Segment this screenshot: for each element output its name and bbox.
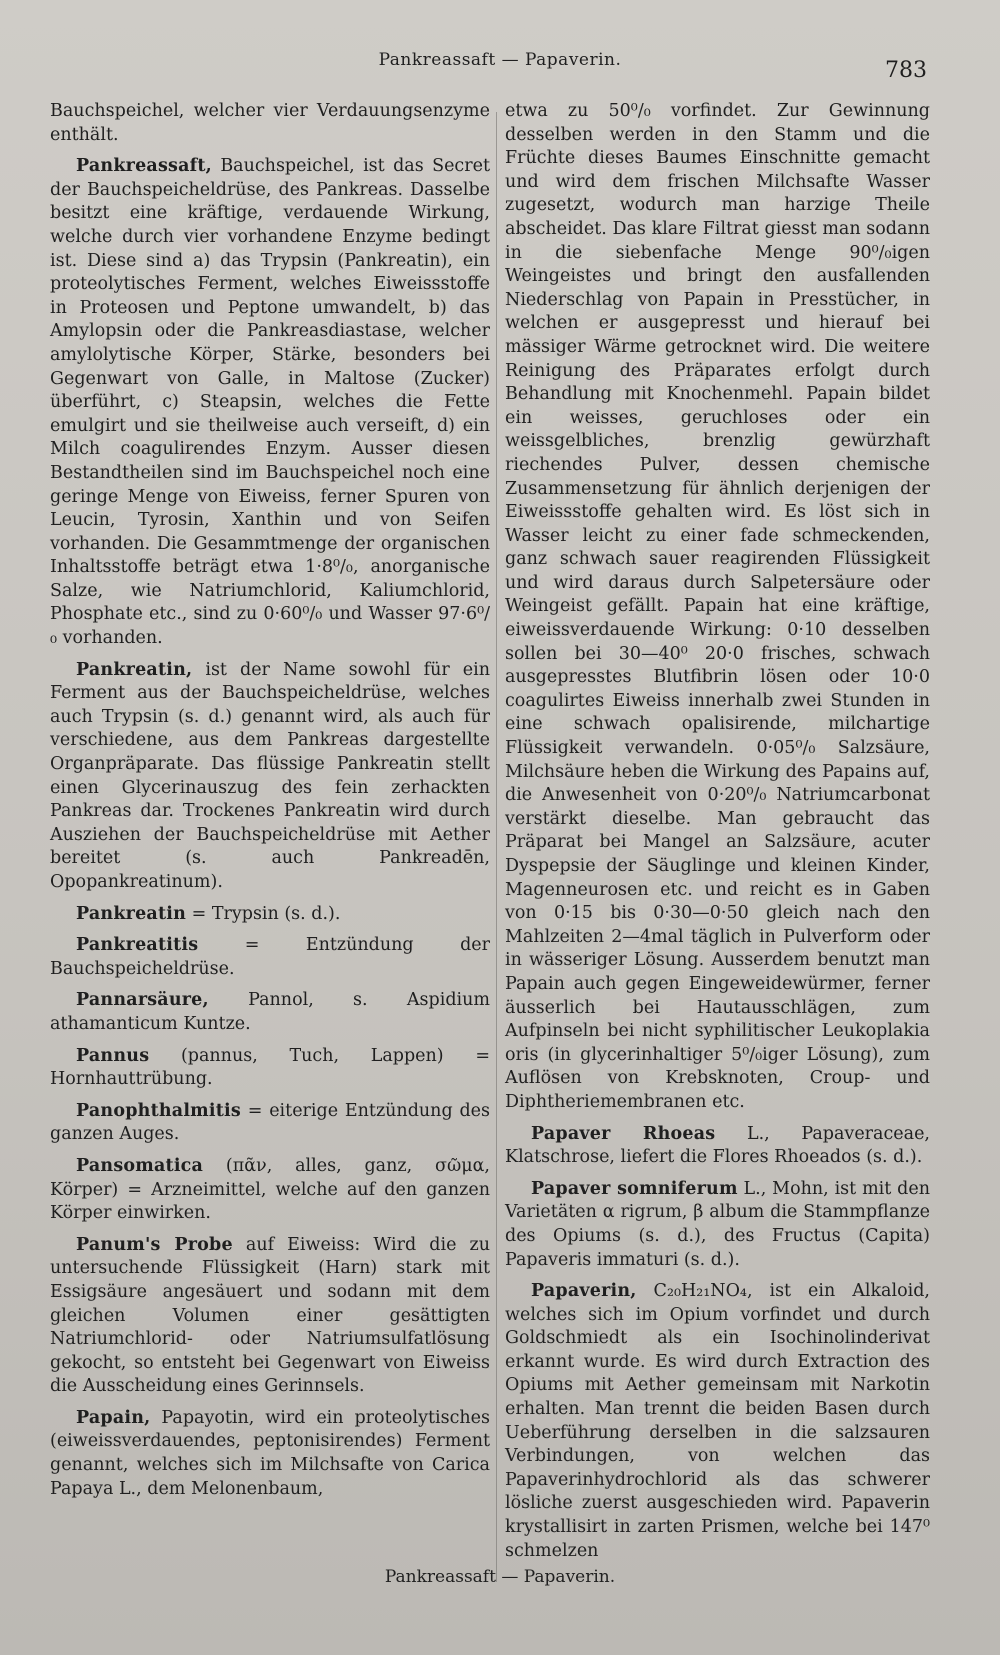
headword: Papaver somniferum (531, 1178, 738, 1199)
entry-pannus: Pannus (pannus, Tuch, Lappen) = Hornhauttrübung. (50, 1045, 490, 1090)
entry-papaver-rhoeas: Papaver Rhoeas L., Papaveraceae, Klatschrose, liefert die Flores Rhoeados (s. d.). (505, 1123, 930, 1168)
headword: Pankreatin, (76, 659, 193, 680)
entry-pankreatin: Pankreatin, ist der Name sowohl für ein Ferment aus der Bauchspeicheldrüse, welches auch Trypsin (s. d.) genannt wird, als auch für verschiedene, aus dem Pankreas dargestellte Organpräparate. Das flüssige Pankreatin stellt einen Glycerinauszug des fein zerhackten Pankreas dar. Trockenes Pankreatin wird durch Ausziehen der Bauchspeicheldrüse mit Aether bereitet (s. auch Pankreadēn, Opopankreatinum). (50, 659, 490, 892)
entry-papaverin: Papaverin, C₂₀H₂₁NO₄, ist ein Alkaloid, welches sich im Opium vorfindet und durch Goldschmiedt als ein Isochinolinderivat erkannt wurde. Es wird durch Extraction des Opiums mit Aether gemeinsam mit Narkotin erhalten. Man trennt die beiden Basen durch Ueberführung derselben in die salzsauren Verbindungen, von welchen das Papaverinhydrochlorid als das schwerer lösliche zuerst ausgeschieden wird. Papaverin krystallisirt in zarten Prismen, welche bei 147⁰ schmelzen (505, 1281, 930, 1561)
entry-pankreassaft: Pankreassaft, Bauchspeichel, ist das Secret der Bauchspeicheldrüse, des Pankreas. Dasselbe besitzt eine kräftige, verdauende Wirkung, welche durch vier vorhandene Enzyme bedingt ist. Diese sind a) das Trypsin (Pankreatin), ein proteolytisches Ferment, welches Eiweissstoffe in Proteosen und Peptone umwandelt, b) das Amylopsin oder die Pankreasdiastase, welcher amylolytische Körper, Stärke, besonders bei Gegenwart von Galle, in Maltose (Zucker) überführt, c) Steapsin, welches die Fette emulgirt und sie theilweise auch verseift, d) ein Milch coagulirendes Enzym. Ausser diesen Bestandtheilen sind im Bauchspeichel noch eine geringe Menge von Eiweiss, ferner Spuren von Leucin, Tyrosin, Xanthin und von Seifen vorhanden. Die Gesammtmenge der organischen Inhaltsstoffe beträgt etwa 1·8⁰/₀, anorganische Salze, wie Natriumchlorid, Kaliumchlorid, Phosphate etc., sind zu 0·60⁰/₀ und Wasser 97·6⁰/₀ vorhanden. (50, 156, 490, 649)
column-divider (496, 112, 497, 1582)
entry-papain: Papain, Papayotin, wird ein proteolytisches (eiweissverdauendes, peptonisirendes) Ferment genannt, welches sich im Milchsafte von Carica Papaya L., dem Melonenbaum, (50, 1407, 490, 1499)
page-footer: Pankreassaft — Papaverin. (384, 1567, 616, 1587)
page-number: 783 (885, 58, 927, 83)
headword: Papain, (76, 1407, 151, 1428)
entry-papaver-somniferum: Papaver somniferum L., Mohn, ist mit den Varietäten α rigrum, β album die Stammpflanze des Opiums (s. d.), des Fructus (Capita) Papaveris immaturi (s. d.). (505, 1178, 930, 1270)
right-column (505, 100, 930, 1571)
headword: Papaver Rhoeas (531, 1123, 716, 1144)
running-head: Pankreassaft — Papaverin. (378, 50, 622, 70)
headword: Pannus (76, 1045, 150, 1066)
entry-panophthalmitis: Panophthalmitis = eiterige Entzündung des ganzen Auges. (50, 1100, 490, 1145)
headword: Panum's Probe (76, 1234, 233, 1255)
entry-pannarsaeure: Pannarsäure, Pannol, s. Aspidium athamanticum Kuntze. (50, 990, 490, 1034)
headword: Pankreassaft, (76, 156, 212, 177)
headword: Panophthalmitis (76, 1100, 241, 1121)
entry-pankreatitis: Pankreatitis = Entzündung der Bauchspeicheldrüse. (50, 935, 490, 979)
left-column (50, 100, 490, 1509)
headword: Pankreatin (76, 903, 187, 924)
entry-pankreatin-trypsin: Pankreatin = Trypsin (s. d.). (76, 903, 341, 924)
headword: Papaverin, (531, 1281, 637, 1302)
entry-papain-continuation: etwa zu 50⁰/₀ vorfindet. Zur Gewinnung desselben werden in den Stamm und die Früchte dieses Baumes Einschnitte gemacht und wird dem frischen Milchsafte Wasser zugesetzt, wodurch man harzige Theile abscheidet. Das klare Filtrat giesst man sodann in die siebenfache Menge 90⁰/₀igen Weingeistes und bringt den ausfallenden Niederschlag von Papain in Presstücher, in welchen er ausgepresst und hierauf bei mässiger Wärme getrocknet wird. Die weitere Reinigung des Präparates erfolgt durch Behandlung mit Knochenmehl. Papain bildet ein weisses, geruchloses oder ein weissgelbliches, brenzlig gewürzhaft riechendes Pulver, dessen chemische Zusammensetzung für ähnlich derjenigen der Eiweissstoffe gehalten wird. Es löst sich in Wasser leicht zu einer fade schmeckenden, ganz schwach sauer reagirenden Flüssigkeit und wird daraus durch Salpetersäure oder Weingeist gefällt. Papain hat eine kräftige, eiweissverdauende Wirkung: 0·10 desselben sollen bei 30—40⁰ 20·0 frisches, schwach ausgepresstes Blutfibrin lösen oder 10·0 coagulirtes Eiweiss innerhalb zwei Stunden in eine schwach opalisirende, milchartige Flüssigkeit verwandeln. 0·05⁰/₀ Salzsäure, Milchsäure heben die Wirkung des Papains auf, die Anwesenheit von 0·20⁰/₀ Natriumcarbonat verstärkt dieselbe. Man gebraucht das Präparat bei Mangel an Salzsäure, acuter Dyspepsie der Säuglinge und kleinen Kinder, Magenneurosen etc. und reicht es in Gaben von 0·15 bis 0·30—0·50 gleich nach den Mahlzeiten 2—4mal täglich in Pulverform oder in wässeriger Lösung. Ausserdem benutzt man Papain auch gegen Eingeweidewürmer, ferner äusserlich bei Hautausschlägen, zum Aufpinseln bei nicht syphilitischer Leukoplakia oris (in glycerinhaltiger 5⁰/₀iger Lösung), zum Auflösen von Krebsknoten, Croup- und Diphtheriemembranen etc. (505, 101, 930, 1112)
entry-pansomatica: Pansomatica (πᾶν, alles, ganz, σῶμα, Körper) = Arzneimittel, welche auf den ganzen Körper einwirken. (50, 1155, 490, 1224)
entry-continuation: Bauchspeichel, welcher vier Verdauungsenzyme enthält. (50, 101, 490, 145)
headword: Pankreatitis (76, 935, 199, 956)
headword: Pannarsäure, (76, 990, 209, 1011)
headword: Pansomatica (76, 1155, 204, 1176)
entry-panums-probe: Panum's Probe auf Eiweiss: Wird die zu untersuchende Flüssigkeit (Harn) stark mit Essigsäure angesäuert und sodann mit dem gleichen Volumen einer gesättigten Natriumchlorid- oder Natriumsulfatlösung gekocht, so entsteht bei Gegenwart von Eiweiss die Ausscheidung eines Gerinnsels. (50, 1234, 490, 1397)
